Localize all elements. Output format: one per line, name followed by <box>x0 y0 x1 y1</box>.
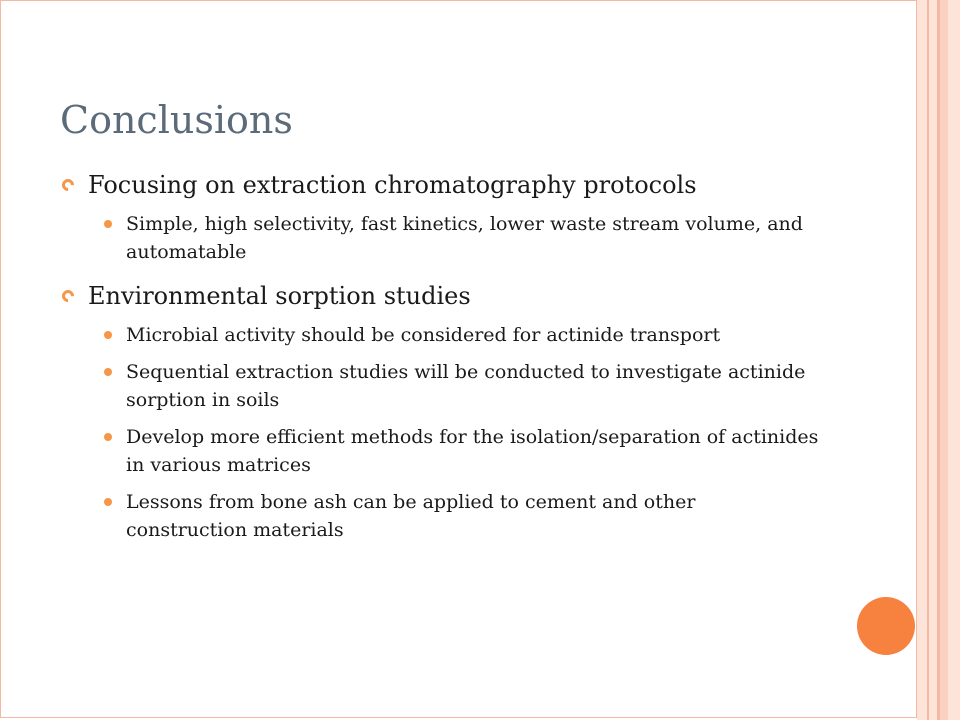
bullet-level2 <box>60 423 820 479</box>
ring-bullet-icon <box>60 177 77 194</box>
bullet-list <box>60 170 820 553</box>
bullet-text: Environmental sorption studies <box>88 282 471 310</box>
decor-stripe <box>917 0 927 720</box>
bullet-text: Simple, high selectivity, fast kinetics, lower waste stream volume, and automatable <box>126 213 803 263</box>
accent-circle <box>857 597 915 655</box>
dot-bullet-icon <box>104 433 112 441</box>
decor-stripe <box>929 0 937 720</box>
dot-bullet-icon <box>104 331 112 339</box>
bullet-text: Focusing on extraction chromatography protocols <box>88 171 697 199</box>
slide-title: Conclusions <box>60 98 293 142</box>
bullet-level2 <box>60 210 820 266</box>
bullet-level2 <box>60 488 820 544</box>
decor-stripe <box>940 0 948 720</box>
bullet-text: Microbial activity should be considered for actinide transport <box>126 324 721 346</box>
dot-bullet-icon <box>104 220 112 228</box>
bullet-level2 <box>60 321 820 349</box>
bullet-level1 <box>60 170 820 200</box>
dot-bullet-icon <box>104 368 112 376</box>
bullet-text: Lessons from bone ash can be applied to cement and other construction materials <box>126 491 696 541</box>
decor-stripe <box>948 0 960 720</box>
bullet-level1 <box>60 281 820 311</box>
bullet-level2 <box>60 358 820 414</box>
ring-bullet-icon <box>60 288 77 305</box>
dot-bullet-icon <box>104 498 112 506</box>
bullet-text: Sequential extraction studies will be conducted to investigate actinide sorption in soils <box>126 361 806 411</box>
bullet-text: Develop more efficient methods for the isolation/separation of actinides in various matrices <box>126 426 819 476</box>
